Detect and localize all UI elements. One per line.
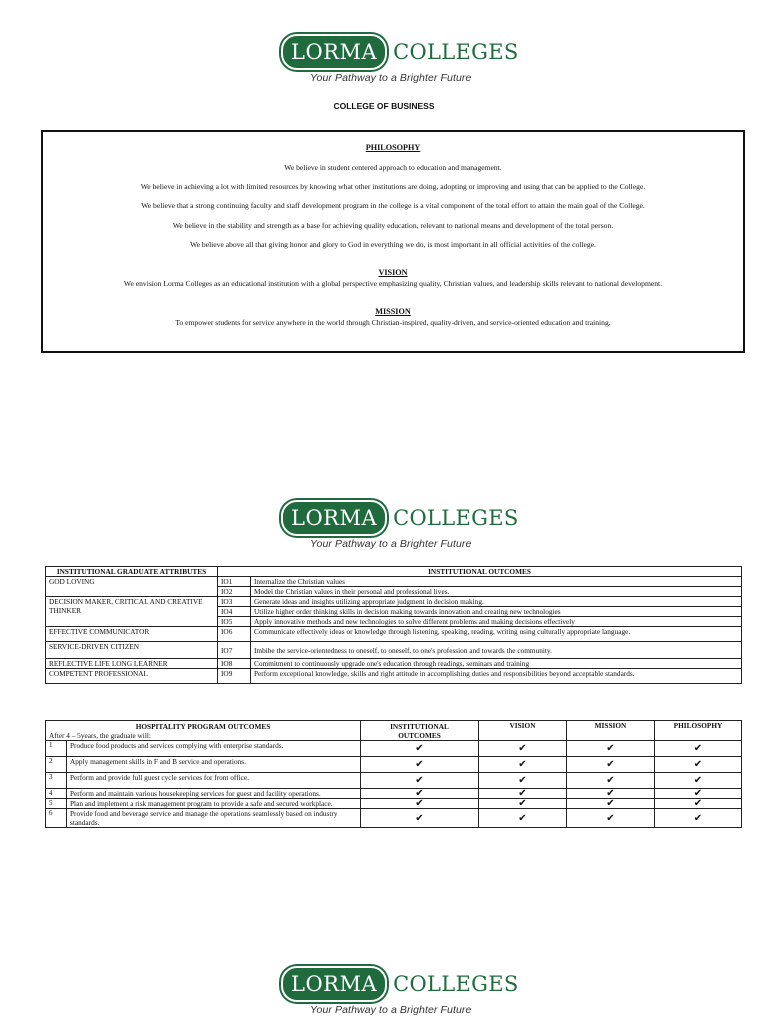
check-icon: ✔ [655, 799, 742, 809]
table-row [46, 659, 742, 669]
check-icon: ✔ [567, 809, 655, 828]
outcome-text: Communicate effectively ideas or knowledge through listening, speaking, reading, writing using culturally appropriate language. [251, 627, 742, 642]
attributes-header: INSTITUTIONAL GRADUATE ATTRIBUTES [46, 567, 218, 577]
check-icon: ✔ [655, 741, 742, 757]
program-outcome-text: Perform and provide full guest cycle services for front office. [67, 773, 361, 789]
vision-text: We envision Lorma Colleges as an educational institution with a global perspective emphasizing quality, Christian values, and leadership skills relevant to national development. [123, 279, 663, 288]
row-number: 6 [46, 809, 67, 828]
check-icon: ✔ [567, 799, 655, 809]
program-outcome-text: Apply management skills in F and B service and operations. [67, 757, 361, 773]
check-icon: ✔ [479, 789, 567, 799]
logo-tagline: Your Pathway to a Brighter Future [310, 538, 472, 550]
logo-tagline: Your Pathway to a Brighter Future [310, 1004, 472, 1016]
check-icon: ✔ [361, 799, 479, 809]
logo-badge: LORMA [281, 966, 387, 1002]
check-icon: ✔ [479, 799, 567, 809]
attribute-cell: SERVICE-DRIVEN CITIZEN [46, 642, 218, 659]
outcome-code: IO7 [218, 642, 251, 659]
college-title: COLLEGE OF BUSINESS [333, 101, 435, 111]
table-row [46, 809, 742, 828]
col-philosophy: PHILOSOPHY [655, 721, 742, 741]
outcome-text: Utilize higher order thinking skills in decision making towards innovation and creating new technologies [251, 607, 742, 617]
col-institutional-outcomes: INSTITUTIONAL OUTCOMES [361, 721, 479, 741]
outcome-code: IO8 [218, 659, 251, 669]
logo-header-1 [0, 34, 768, 94]
philosophy-line: We believe in achieving a lot with limited resources by knowing what other institutions are doing, adopting or improving and using that can be applied to the College. [140, 182, 646, 191]
table-row [46, 669, 742, 684]
outcome-code: IO1 [218, 577, 251, 587]
program-outcome-text: Produce food products and services complying with enterprise standards. [67, 741, 361, 757]
vision-heading: VISION [378, 268, 408, 277]
philosophy-line: We believe above all that giving honor and glory to God in everything we do, is most important in all official activities of the college. [190, 240, 596, 249]
philosophy-heading: PHILOSOPHY [365, 143, 421, 152]
col-vision: VISION [479, 721, 567, 741]
table-row [46, 773, 742, 789]
logo-header-3 [0, 966, 768, 1026]
logo-tagline: Your Pathway to a Brighter Future [310, 72, 472, 84]
table-row [46, 577, 742, 587]
check-icon: ✔ [361, 809, 479, 828]
table-row [46, 789, 742, 799]
philosophy-box [41, 130, 745, 353]
outcome-code: IO9 [218, 669, 251, 684]
graduate-attributes-table [45, 566, 742, 684]
check-icon: ✔ [361, 773, 479, 789]
logo-badge: LORMA [281, 500, 387, 536]
logo-header-2 [0, 500, 768, 560]
attribute-cell: REFLECTIVE LIFE LONG LEARNER [46, 659, 218, 669]
table-row [46, 597, 742, 607]
outcome-text: Perform exceptional knowledge, skills and right attitude in accomplishing duties and responsibilities beyond acceptable standards. [251, 669, 742, 684]
check-icon: ✔ [361, 789, 479, 799]
program-outcome-text: Perform and maintain various housekeeping services for guest and facility operations. [67, 789, 361, 799]
program-header-cell [46, 721, 361, 741]
check-icon: ✔ [655, 757, 742, 773]
row-number: 5 [46, 799, 67, 809]
row-number: 1 [46, 741, 67, 757]
outcome-code: IO3 [218, 597, 251, 607]
outcome-code: IO6 [218, 627, 251, 642]
outcome-text: Generate ideas and insights utilizing appropriate judgment in decision making. [251, 597, 742, 607]
attribute-cell: DECISION MAKER, CRITICAL AND CREATIVE THINKER [46, 597, 218, 627]
program-title: HOSPITALITY PROGRAM OUTCOMES [135, 722, 271, 731]
check-icon: ✔ [479, 741, 567, 757]
table-row [46, 587, 742, 597]
outcome-code: IO4 [218, 607, 251, 617]
table-row [46, 741, 742, 757]
table-row [46, 799, 742, 809]
outcome-text: Commitment to continuously upgrade one's education through readings, seminars and training [251, 659, 742, 669]
row-number: 4 [46, 789, 67, 799]
program-outcome-text: Provide food and beverage service and manage the operations seamlessly based on industry standards. [67, 809, 361, 828]
outcomes-header: INSTITUTIONAL OUTCOMES [218, 567, 742, 577]
check-icon: ✔ [655, 789, 742, 799]
philosophy-line: We believe that a strong continuing faculty and staff development program in the college is a vital component of the total effort to attain the main goal of the College. [141, 201, 645, 210]
outcome-text: Imbibe the service-orientedness to oneself, to oneself, to one's profession and towards the community. [251, 642, 742, 659]
logo-wordmark: COLLEGES [393, 972, 519, 996]
outcome-text: Model the Christian values in their personal and professional lives. [251, 587, 742, 597]
outcome-text: Internalize the Christian values [251, 577, 742, 587]
table-row [46, 642, 742, 659]
program-outcome-text: Plan and implement a risk management program to provide a safe and secured workplace. [67, 799, 361, 809]
mission-text: To empower students for service anywhere in the world through Christian-inspired, quality-driven, and service-oriented education and training. [175, 318, 611, 327]
check-icon: ✔ [479, 757, 567, 773]
logo-wordmark: COLLEGES [393, 40, 519, 64]
program-subtitle: After 4 – 5years, the graduate will: [49, 731, 151, 740]
outcome-text: Apply innovative methods and new technologies to solve different problems and making decisions effectively [251, 617, 742, 627]
logo-wordmark: COLLEGES [393, 506, 519, 530]
check-icon: ✔ [567, 741, 655, 757]
check-icon: ✔ [479, 773, 567, 789]
logo-badge: LORMA [281, 34, 387, 70]
check-icon: ✔ [567, 789, 655, 799]
faint-overflow-text [44, 351, 524, 353]
check-icon: ✔ [479, 809, 567, 828]
philosophy-line: We believe in student centered approach to education and management. [284, 163, 502, 172]
check-icon: ✔ [567, 773, 655, 789]
mission-heading: MISSION [375, 307, 411, 316]
check-icon: ✔ [655, 773, 742, 789]
philosophy-line: We believe in the stability and strength as a base for achieving quality education, relevant to national means and development of the total person. [172, 221, 614, 230]
attribute-cell: COMPETENT PROFESSIONAL [46, 669, 218, 684]
outcome-code: IO5 [218, 617, 251, 627]
check-icon: ✔ [361, 741, 479, 757]
attribute-cell: EFFECTIVE COMMUNICATOR [46, 627, 218, 642]
program-outcomes-table [45, 720, 742, 828]
col-mission: MISSION [567, 721, 655, 741]
check-icon: ✔ [567, 757, 655, 773]
attribute-cell: GOD LOVING [46, 577, 218, 587]
attribute-cell [46, 587, 218, 597]
check-icon: ✔ [655, 809, 742, 828]
check-icon: ✔ [361, 757, 479, 773]
table-row [46, 757, 742, 773]
outcome-code: IO2 [218, 587, 251, 597]
table-row [46, 627, 742, 642]
row-number: 2 [46, 757, 67, 773]
row-number: 3 [46, 773, 67, 789]
